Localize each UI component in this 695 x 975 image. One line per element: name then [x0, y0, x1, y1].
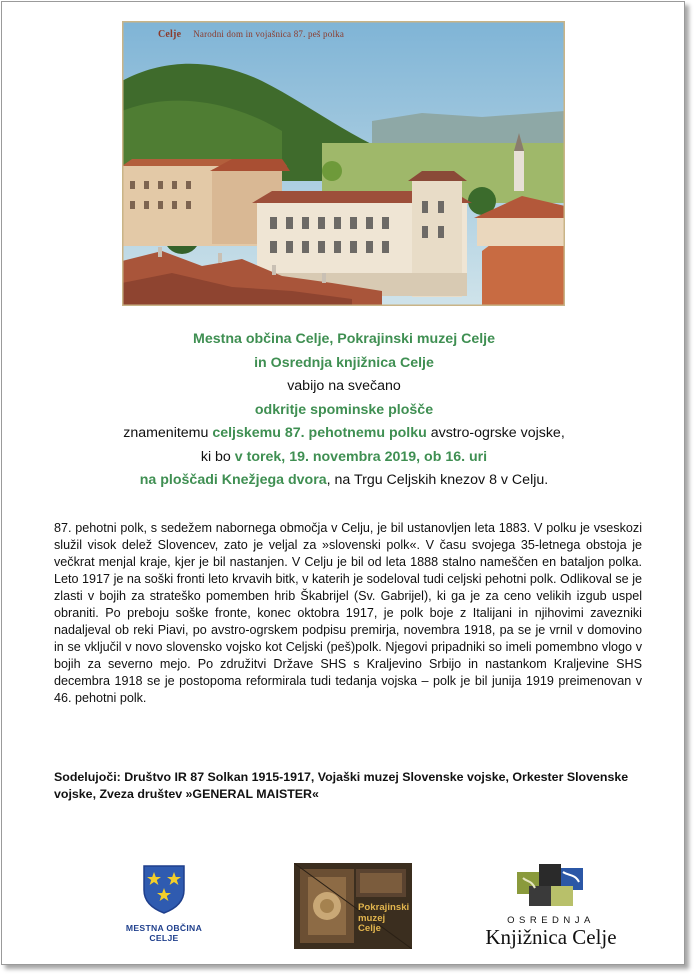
invite-hosts-line1: Mestna občina Celje, Pokrajinski muzej Celje — [193, 331, 495, 347]
celje-coat-of-arms-icon — [142, 864, 186, 914]
invite-line5-a: znamenitemu — [123, 425, 213, 441]
participants-credits: Sodelujoči: Društvo IR 87 Solkan 1915-1917, Vojaški muzej Slovenske vojske, Orkester Slovenske vojske, Zveza društev »GENERAL MAISTER« — [54, 770, 629, 801]
logo-osrednja-knjiznica — [480, 862, 622, 948]
postcard-caption — [158, 29, 344, 40]
logo-muzej-line3: Celje — [358, 923, 381, 934]
logo-knjiz-big: Knjižnica Celje — [485, 925, 617, 949]
historic-postcard-image — [122, 21, 565, 306]
logo-mesto-label: MESTNA OBČINA CELJE — [125, 923, 203, 943]
invite-address: , na Trgu Celjskih knezov 8 v Celju. — [326, 472, 549, 488]
invite-line6 — [2, 446, 686, 470]
logo-muzej-label — [358, 903, 409, 935]
history-text: 87. pehotni polk, s sedežem nabornega območja v Celju, je bil ustanovljen leta 1883. V polku je vseskozi služil visok delež Slovencev, zato je veljal za »slovenski polk«. V času svojega 35-letnega obstoja je večkrat menjal kraje, kjer je bil nastanjen. V Celju je bil od leta 1888 stalno nameščen en bataljon polka. Leto 1917 je na soški fronti leto krvavih bitk, v katerih je sodeloval tudi celjski pehotni polk. Odlikoval se je zlasti v bojih za strateško pomemben hrib Škabrijel (Sv. Gabrijel), ki ga je za ceno velikih izgub uspel obraniti. Po preboju soške fronte, konec oktobra 1917, je polk boje z Italijani in njihovimi zavezniki nadaljeval ob reki Piavi, po avstro-ogrskem podpisu premirja, novembra 1918, pa se je vrnil v domovino in se vključil v novo slovensko vojsko kot Celjski (peš)polk. Njegovi pripadniki so imeli pomembno vlogo v bojih za severno mejo. Po združitvi Države SHS s Kraljevino Srbijo in nastankom Kraljevine SHS decembra 1918 se je postopoma reformirala tudi tedanja vojska – polk je bil junija 1919 preimenovan v 46. pehotni polk. — [54, 521, 642, 706]
logo-pokrajinski-muzej — [294, 863, 412, 949]
history-paragraph — [54, 520, 642, 708]
invite-line6-a: ki bo — [200, 448, 235, 465]
invite-hosts-line2: in Osrednja knjižnica Celje — [254, 354, 434, 371]
invite-event-title: odkritje spominske plošče — [254, 401, 434, 418]
logo-mestna-obcina-celje — [112, 864, 216, 943]
logo-muzej-line2: muzej — [358, 912, 386, 924]
postcard-city: Celje — [158, 29, 182, 40]
postcard-illustration — [122, 21, 565, 306]
invite-line3: vabijo na svečano — [287, 378, 401, 394]
invite-line5-c: avstro-ogrske vojske, — [426, 425, 565, 441]
invite-line7 — [2, 469, 686, 493]
invite-line5 — [2, 422, 686, 446]
invite-venue: na ploščadi Knežjega dvora — [139, 472, 327, 488]
invite-date-time: v torek, 19. novembra 2019, ob 16. uri — [234, 448, 488, 465]
invitation-page — [1, 1, 685, 965]
library-mosaic-icon — [515, 862, 587, 908]
invitation-text — [2, 328, 686, 493]
logo-knjiz-small: OSREDNJA — [507, 915, 595, 926]
postcard-caption-text: Narodni dom in vojašnica 87. peš polka — [193, 29, 345, 39]
logo-muzej-line1: Pokrajinski — [358, 902, 410, 913]
invite-regiment-name: celjskemu 87. pehotnemu polku — [212, 425, 427, 441]
